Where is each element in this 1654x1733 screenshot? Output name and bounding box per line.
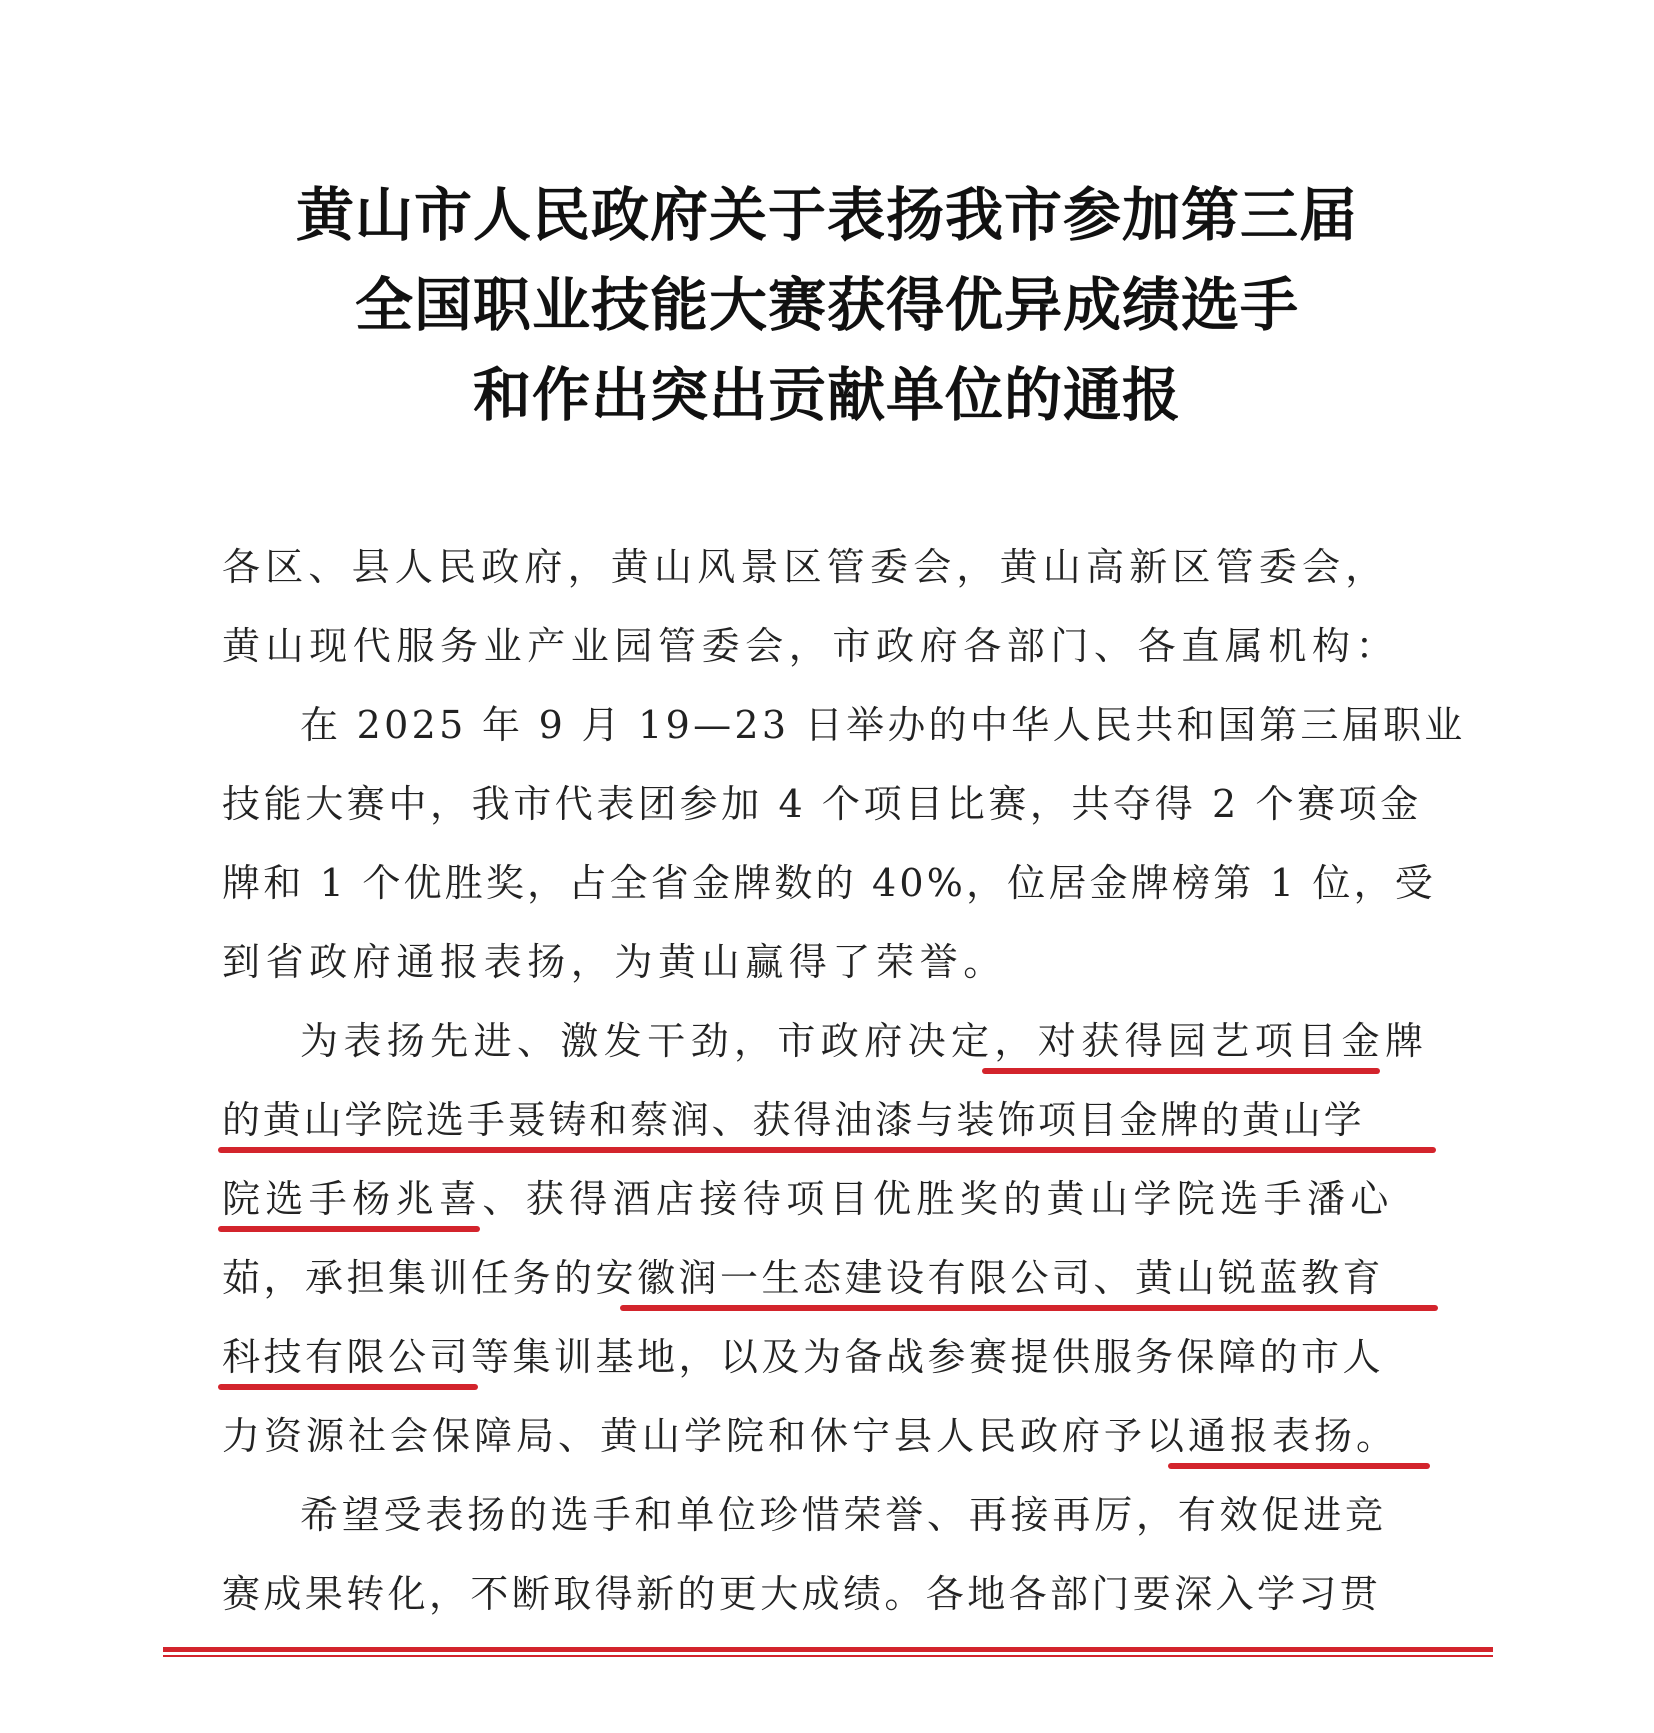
body-line-4: 技能大赛中，我市代表团参加 4 个项目比赛，共夺得 2 个赛项金 — [222, 782, 1422, 826]
body-line-2: 黄山现代服务业产业园管委会，市政府各部门、各直属机构： — [222, 624, 1400, 668]
body-line-12: 力资源社会保障局、黄山学院和休宁县人民政府予以通报表扬。 — [222, 1397, 1442, 1476]
body-line-10: 茹，承担集训任务的安徽润一生态建设有限公司、黄山锐蓝教育 — [222, 1239, 1442, 1318]
title-line-3: 和作出突出贡献单位的通报 — [472, 361, 1181, 429]
body-line-11: 科技有限公司等集训基地，以及为备战参赛提供服务保障的市人 — [222, 1318, 1442, 1397]
document-body — [222, 528, 1466, 1634]
title-line-2: 全国职业技能大赛获得优异成绩选手 — [354, 271, 1299, 339]
title-line-1: 黄山市人民政府关于表扬我市参加第三届 — [295, 181, 1358, 249]
red-underline-annotation — [218, 1147, 1436, 1153]
body-line-8: 的黄山学院选手聂铸和蔡润、获得油漆与装饰项目金牌的黄山学 — [222, 1081, 1442, 1160]
red-underline-annotation — [620, 1305, 1438, 1311]
body-line-6: 到省政府通报表扬，为黄山赢得了荣誉。 — [222, 940, 1007, 984]
body-line-1: 各区、县人民政府，黄山风景区管委会，黄山高新区管委会， — [222, 545, 1389, 589]
red-underline-annotation — [982, 1068, 1380, 1074]
footer-red-rule-thin — [163, 1655, 1493, 1657]
body-line-5: 牌和 1 个优胜奖，占全省金牌数的 40%，位居金牌榜第 1 位，受 — [222, 861, 1437, 905]
red-underline-annotation — [218, 1226, 480, 1232]
body-line-3: 在 2025 年 9 月 19—23 日举办的中华人民共和国第三届职业 — [300, 703, 1466, 747]
body-line-9: 院选手杨兆喜、获得酒店接待项目优胜奖的黄山学院选手潘心 — [222, 1160, 1442, 1239]
red-underline-annotation — [1168, 1463, 1430, 1469]
red-underline-annotation — [218, 1384, 478, 1390]
body-line-13: 希望受表扬的选手和单位珍惜荣誉、再接再厉，有效促进竞 — [300, 1493, 1387, 1537]
body-line-7: 为表扬先进、激发干劲，市政府决定，对获得园艺项目金牌 — [222, 1002, 1442, 1081]
body-line-14: 赛成果转化，不断取得新的更大成绩。各地各部门要深入学习贯 — [222, 1572, 1382, 1616]
document-title — [200, 170, 1454, 440]
footer-red-rule — [163, 1647, 1493, 1652]
